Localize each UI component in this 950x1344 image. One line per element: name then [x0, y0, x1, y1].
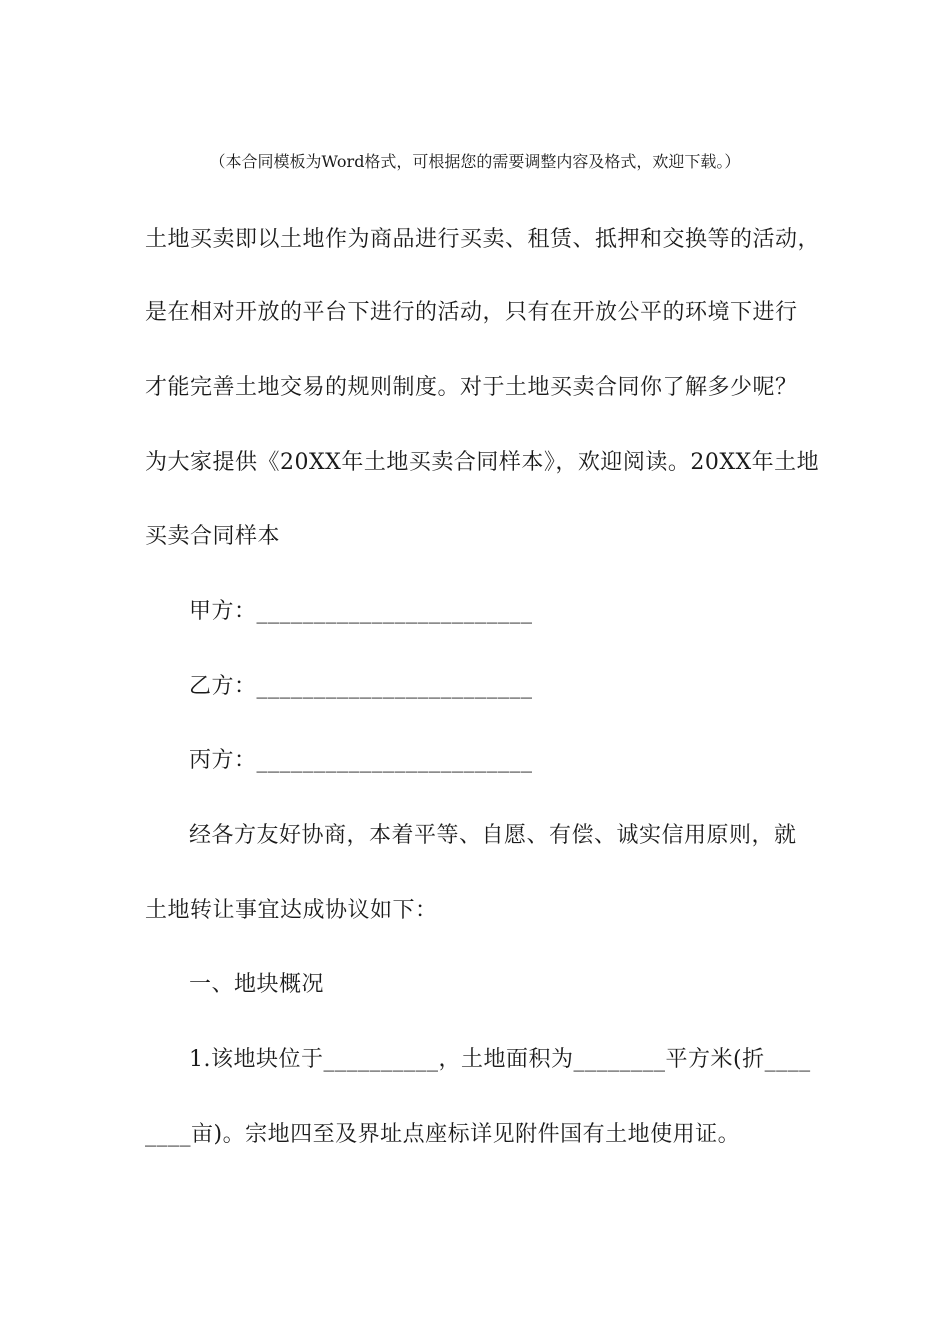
clause-1-line-2: ____亩)。宗地四至及界址点座标详见附件国有土地使用证。 — [145, 1122, 741, 1147]
agreement-line-2: 土地转让事宜达成协议如下： — [145, 898, 438, 923]
template-note: （本合同模板为Word格式，可根据您的需要调整内容及格式，欢迎下载。） — [209, 152, 741, 171]
intro-line-2: 是在相对开放的平台下进行的活动，只有在开放公平的环境下进行 — [145, 300, 798, 325]
intro-line-4: 为大家提供《20XX年土地买卖合同样本》，欢迎阅读。20XX年土地 — [145, 450, 820, 475]
section-1-heading: 一、地块概况 — [189, 972, 325, 997]
party-c-line: 丙方：________________________ — [189, 748, 533, 773]
intro-line-1: 土地买卖即以土地作为商品进行买卖、租赁、抵押和交换等的活动， — [145, 227, 821, 252]
party-b-line: 乙方：________________________ — [189, 674, 533, 699]
intro-line-3: 才能完善土地交易的规则制度。对于土地买卖合同你了解多少呢？ — [145, 375, 798, 400]
clause-1-line-1: 1.该地块位于__________，土地面积为________平方米(折____ — [189, 1047, 811, 1072]
intro-line-5: 买卖合同样本 — [145, 524, 281, 549]
party-a-line: 甲方：________________________ — [189, 599, 533, 624]
agreement-line-1: 经各方友好协商，本着平等、自愿、有偿、诚实信用原则，就 — [189, 823, 797, 848]
